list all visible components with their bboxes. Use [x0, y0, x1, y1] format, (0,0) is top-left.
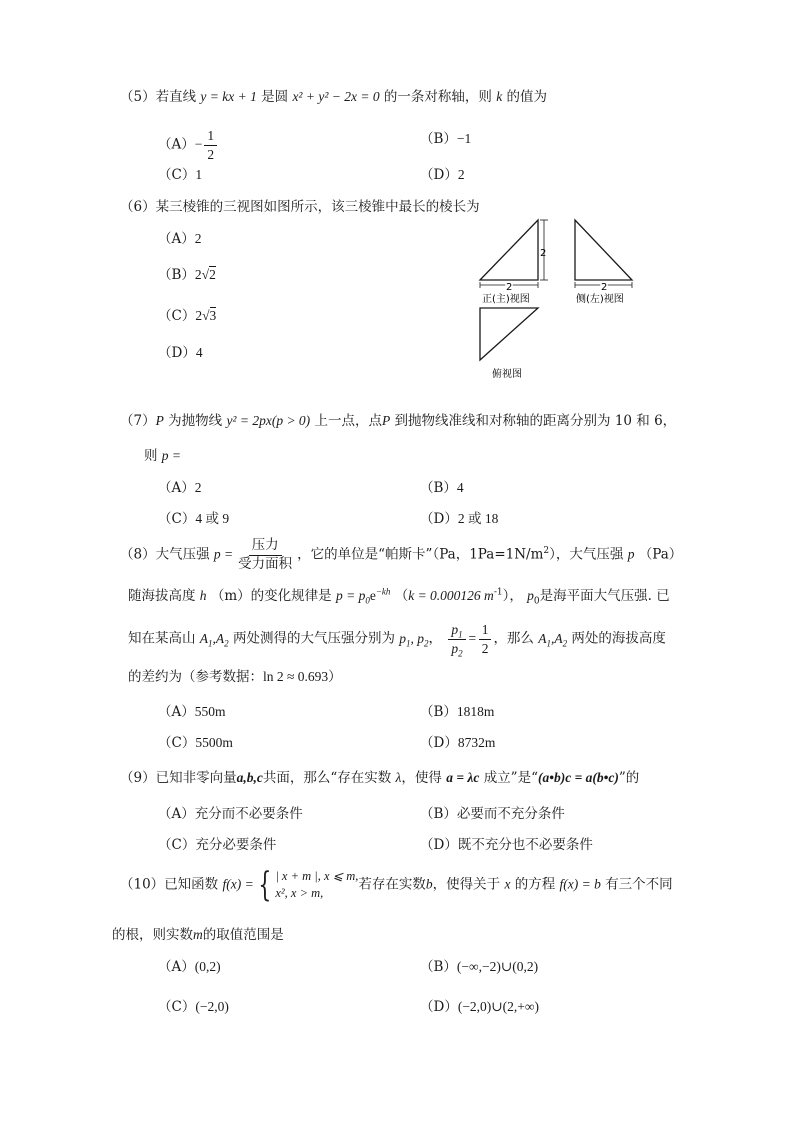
q9-option-c[interactable]: （C）充分必要条件 — [158, 837, 277, 853]
q7-option-a[interactable]: （A）2 — [158, 480, 202, 496]
front-view-caption: 正(主)视图 — [482, 294, 530, 305]
q10-stem: （10）已知函数 f(x) = { | x + m |, x ⩽ m, x², x > m, 若存在实数b，使得关于 x 的方程 f(x) = b 有三个不同 — [120, 865, 673, 905]
q5-line-equation: y = kx + 1 — [200, 89, 257, 104]
q6-option-b[interactable]: （B）2√2 — [158, 267, 216, 283]
q10-stem-line2: 的根，则实数m的取值范围是 — [112, 927, 284, 943]
q5-option-b[interactable]: （B）−1 — [420, 131, 472, 147]
q8-option-a[interactable]: （A）550m — [158, 704, 226, 720]
q8-option-c[interactable]: （C）5500m — [158, 735, 233, 751]
q7-option-c[interactable]: （C）4 或 9 — [158, 511, 230, 527]
q5-stem: （5）若直线 y = kx + 1 是圆 x² + y² − 2x = 0 的一条对称轴，则 k 的值为 — [120, 89, 547, 105]
q9-option-a[interactable]: （A）充分而不必要条件 — [158, 806, 303, 822]
q8-pressure-fraction: $\frac{\text{压力}}{\text{受力面积}}$ — [238, 537, 293, 572]
front-height-dim: 2 — [540, 248, 547, 259]
q5-fraction: $\frac{1}{2}$ — [204, 128, 217, 162]
q10-option-b[interactable]: （B）(−∞,−2)∪(0,2) — [420, 959, 539, 975]
top-view-caption: 俯视图 — [492, 369, 522, 380]
q8-option-d[interactable]: （D）8732m — [420, 735, 496, 751]
front-view-triangle — [480, 220, 538, 280]
side-base-dim: 2 — [601, 282, 608, 293]
q6-option-a[interactable]: （A）2 — [158, 231, 202, 247]
front-base-dim: 2 — [506, 282, 513, 293]
side-view-triangle — [575, 220, 632, 280]
q10-piecewise: | x + m |, x ⩽ m, x², x > m, — [275, 869, 359, 900]
side-view-caption: 侧(左)视图 — [576, 294, 624, 305]
q9-option-b[interactable]: （B）必要而不充分条件 — [420, 806, 565, 822]
sqrt-icon: √ — [201, 267, 210, 282]
q8-stem-line2: 随海拔高度 h （m）的变化规律是 $p = p_0e^{-kh}$ （k = 0.000126 $m^{-1}$）， $p_0$是海平面大气压强. 已 — [128, 586, 670, 607]
q8-stem-line3: 知在某高山 $A_1,A_2$ 两处测得的大气压强分别为 $p_1$, $p_2$， $\frac{p_1}{p_2}$ = $\frac{1}{2}$ ，那么 $A_1,A_2$ 两处的海拔高度 — [128, 622, 666, 659]
q7-option-d[interactable]: （D）2 或 18 — [420, 511, 499, 527]
q5-option-c[interactable]: （C）1 — [158, 167, 203, 183]
q5-option-a[interactable]: （A）− $\frac{1}{2}$ — [158, 128, 219, 162]
q7-parabola-equation: y² = 2px(p > 0) — [226, 413, 311, 428]
q5-option-d[interactable]: （D）2 — [420, 167, 465, 183]
top-view-triangle — [480, 308, 538, 360]
q8-pressure-law: $p = p_0e^{-kh}$ — [335, 586, 391, 606]
q7-stem-line2: 则 p = — [144, 448, 182, 464]
q5-number: （5） — [120, 89, 156, 105]
q6-option-c[interactable]: （C）2√3 — [158, 308, 217, 324]
brace-icon: { — [258, 865, 272, 905]
q5-circle-equation: x² + y² − 2x = 0 — [292, 89, 380, 104]
q8-stem-line4: 的差约为（参考数据：ln 2 ≈ 0.693） — [128, 669, 342, 685]
q6-stem: （6）某三棱锥的三视图如图所示，该三棱锥中最长的棱长为 — [120, 199, 480, 215]
q8-option-b[interactable]: （B）1818m — [420, 704, 495, 720]
q10-option-c[interactable]: （C）(−2,0) — [158, 999, 229, 1015]
q8-stem-line1: （8）大气压强 p = $\frac{\text{压力}}{\text{受力面积}}$ ，它的单位是“帕斯卡”（Pa，$1Pa=1N/m^2$），大气压强 p （Pa） — [120, 537, 683, 572]
q10-option-d[interactable]: （D）(−2,0)∪(2,+∞) — [420, 999, 539, 1015]
q9-option-d[interactable]: （D）既不充分也不必要条件 — [420, 837, 593, 853]
q8-ratio-fraction: $\frac{p_1}{p_2}$ — [448, 622, 465, 656]
q6-option-d[interactable]: （D）4 — [158, 345, 203, 361]
q7-option-b[interactable]: （B）4 — [420, 480, 464, 496]
q6-three-view-figure — [470, 212, 650, 382]
sqrt-icon: √ — [202, 308, 210, 323]
q9-stem: （9）已知非零向量a,b,c共面，那么“存在实数 λ，使得 a = λc 成立”是“(a•b)c = a(b•c)”的 — [120, 770, 640, 786]
q7-stem: （7）P 为抛物线 y² = 2px(p > 0) 上一点，点P 到抛物线准线和对称轴的距离分别为 10 和 6， — [120, 413, 677, 429]
q10-option-a[interactable]: （A）(0,2) — [158, 959, 221, 975]
